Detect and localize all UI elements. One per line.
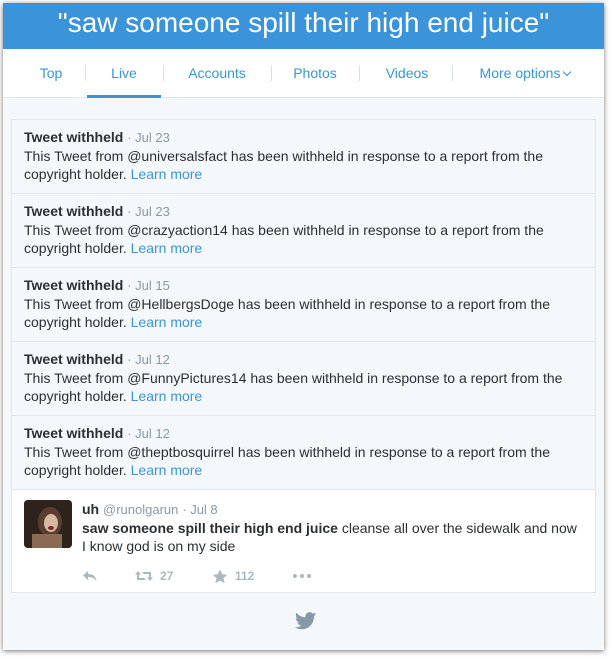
withheld-message: This Tweet from @HellbergsDoge has been withheld in response to a report from the copyright holder. <box>24 296 550 330</box>
reply-icon <box>82 569 98 583</box>
tab-videos[interactable]: Videos <box>385 65 429 81</box>
tab-more-options[interactable] <box>475 49 575 97</box>
tab-accounts[interactable]: Accounts <box>188 65 246 81</box>
tweet-date[interactable]: · Jul 23 <box>127 204 170 219</box>
retweet-count: 27 <box>160 569 174 583</box>
tweet-query-match: saw someone spill their high end juice <box>82 520 338 536</box>
learn-more-link[interactable]: Learn more <box>130 240 203 256</box>
tweet-actions <box>82 568 312 584</box>
search-nav-tabs <box>3 49 604 98</box>
tweet-date[interactable]: · Jul 12 <box>127 352 170 367</box>
like-button[interactable] <box>212 567 292 585</box>
like-count: 112 <box>235 569 255 583</box>
tweet-date[interactable]: · Jul 15 <box>127 278 170 293</box>
nav-divider <box>163 65 164 81</box>
withheld-title: Tweet withheld <box>24 277 124 293</box>
tab-live[interactable]: Live <box>87 49 161 98</box>
tweet-date[interactable]: · Jul 8 <box>182 502 218 517</box>
tab-top[interactable]: Top <box>39 65 63 81</box>
withheld-title: Tweet withheld <box>24 203 124 219</box>
withheld-tweet <box>12 342 595 416</box>
learn-more-link[interactable]: Learn more <box>130 462 203 478</box>
withheld-message: This Tweet from @universalsfact has been withheld in response to a report from the copyright holder. <box>24 148 543 182</box>
withheld-tweet <box>12 120 595 194</box>
tweet-date[interactable]: · Jul 23 <box>127 130 170 145</box>
twitter-bird-icon <box>295 612 317 630</box>
search-query-banner: "saw someone spill their high end juice" <box>3 3 604 49</box>
nav-divider <box>85 65 86 81</box>
tweet-date[interactable]: · Jul 12 <box>127 426 170 441</box>
tweet-text-rest: cleanse all over the sidewalk and now I know god is on my side <box>82 520 577 554</box>
user-name[interactable]: uh <box>82 501 100 517</box>
withheld-message: This Tweet from @theptbosquirrel has been withheld in response to a report from the copyright holder. <box>24 444 551 478</box>
withheld-tweet <box>12 416 595 490</box>
learn-more-link[interactable]: Learn more <box>130 388 203 404</box>
retweet-button[interactable] <box>134 567 212 585</box>
more-dots-icon <box>292 573 312 579</box>
nav-divider <box>452 65 453 81</box>
tweet-text <box>82 519 583 555</box>
tab-photos[interactable]: Photos <box>293 65 337 81</box>
withheld-message: This Tweet from @FunnyPictures14 has been withheld in response to a report from the copyright holder. <box>24 370 563 404</box>
tweet-content <box>82 500 583 555</box>
chevron-down-icon <box>563 68 571 76</box>
learn-more-link[interactable]: Learn more <box>130 166 203 182</box>
withheld-message: This Tweet from @crazyaction14 has been withheld in response to a report from the copyright holder. <box>24 222 544 256</box>
user-handle[interactable]: @runolgarun <box>103 502 179 517</box>
nav-divider <box>271 65 272 81</box>
tweet-stream <box>11 119 596 593</box>
withheld-tweet <box>12 268 595 342</box>
more-options-label: More options <box>479 65 561 81</box>
withheld-title: Tweet withheld <box>24 425 124 441</box>
learn-more-link[interactable]: Learn more <box>130 314 203 330</box>
search-results-window <box>3 3 604 650</box>
retweet-icon <box>134 569 154 583</box>
reply-button[interactable] <box>82 569 134 583</box>
tweet-header <box>82 500 583 519</box>
avatar[interactable] <box>24 500 72 548</box>
tweet[interactable] <box>12 490 595 592</box>
star-icon <box>212 569 228 584</box>
more-button[interactable] <box>292 573 312 579</box>
withheld-tweet <box>12 194 595 268</box>
withheld-title: Tweet withheld <box>24 351 124 367</box>
avatar-photo <box>24 500 72 548</box>
withheld-title: Tweet withheld <box>24 129 124 145</box>
nav-divider <box>359 65 360 81</box>
